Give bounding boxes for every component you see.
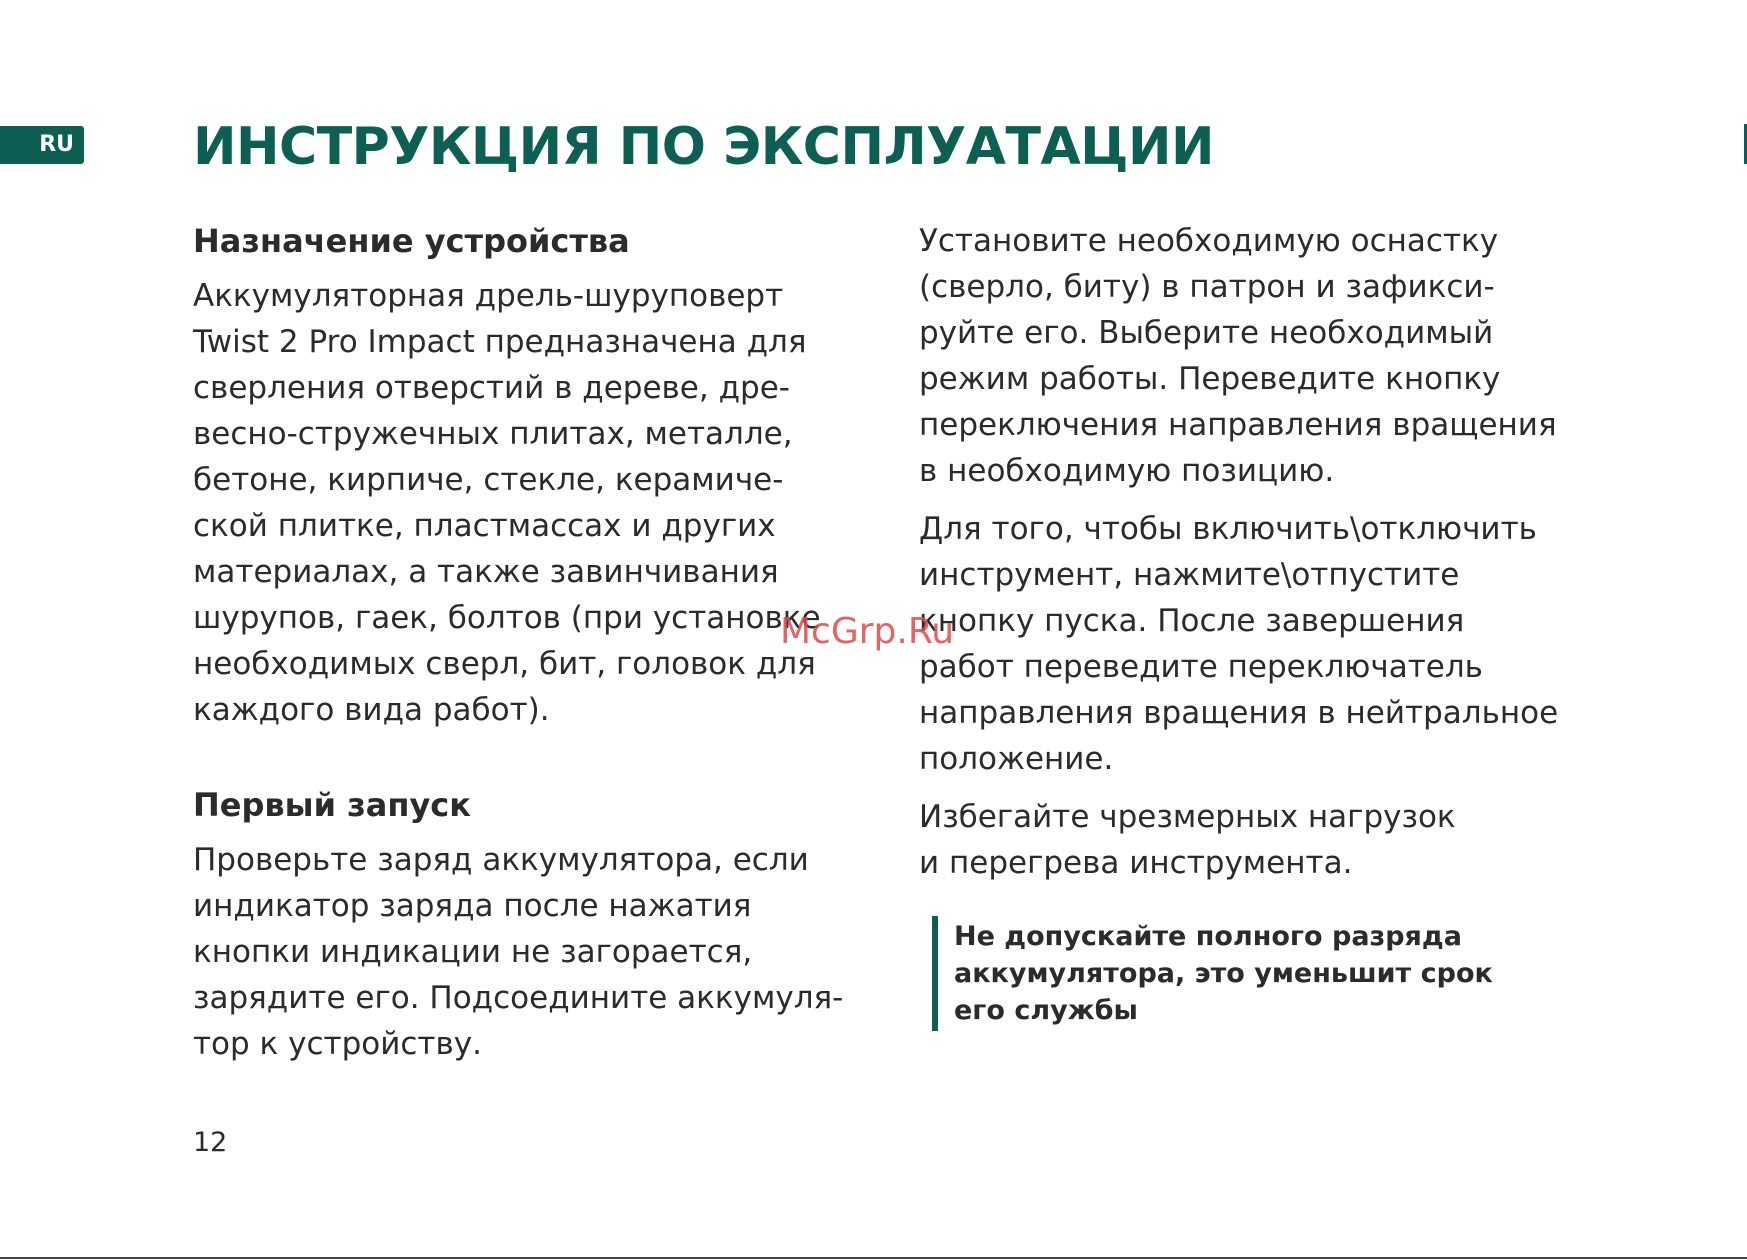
text-line: направления вращения в нейтральное xyxy=(919,695,1559,731)
text-line: положение. xyxy=(919,741,1114,777)
section-heading-first-start: Первый запуск xyxy=(193,786,471,824)
text-line: кнопку пуска. После завершения xyxy=(919,603,1465,639)
text-line: ской плитке, пластмассах и других xyxy=(193,508,776,544)
page-title: ИНСТРУКЦИЯ ПО ЭКСПЛУАТАЦИИ xyxy=(193,117,1214,177)
text-line: Для того, чтобы включить\отключить xyxy=(919,511,1537,547)
watermark: McGrp.Ru xyxy=(780,611,955,652)
text-line: необходимых сверл, бит, головок для xyxy=(193,646,816,682)
text-line: тор к устройству. xyxy=(193,1026,482,1062)
page-number: 12 xyxy=(193,1127,228,1158)
note-line: аккумулятора, это уменьшит срок xyxy=(954,958,1493,989)
text-line: Аккумуляторная дрель-шуруповерт xyxy=(193,278,784,314)
text-line: кнопки индикации не загорается, xyxy=(193,934,753,970)
text-line: материалах, а также завинчивания xyxy=(193,554,779,590)
text-line: весно-стружечных плитах, металле, xyxy=(193,416,793,452)
text-line: переключения направления вращения xyxy=(919,407,1557,443)
text-line: в необходимую позицию. xyxy=(919,453,1335,489)
text-line: зарядите его. Подсоедините аккумуля- xyxy=(193,980,844,1016)
language-tab: RU xyxy=(0,126,84,164)
text-line: каждого вида работ). xyxy=(193,692,550,728)
power-paragraph xyxy=(919,506,1619,782)
right-column xyxy=(919,218,1619,886)
text-line: Twist 2 Pro Impact предназначена для xyxy=(193,324,807,360)
note-line: Не допускайте полного разряда xyxy=(954,921,1462,952)
text-line: руйте его. Выберите необходимый xyxy=(919,315,1494,351)
text-line: (сверло, биту) в патрон и зафикси- xyxy=(919,269,1495,305)
text-line: сверления отверстий в дереве, дре- xyxy=(193,370,790,406)
first-start-paragraph xyxy=(193,837,893,1067)
text-line: Избегайте чрезмерных нагрузок xyxy=(919,799,1456,835)
text-line: работ переведите переключатель xyxy=(919,649,1483,685)
text-line: Установите необходимую оснастку xyxy=(919,223,1499,259)
section-heading-purpose: Назначение устройства xyxy=(193,222,630,260)
bottom-divider xyxy=(0,1257,1747,1259)
text-line: и перегрева инструмента. xyxy=(919,845,1353,881)
text-line: инструмент, нажмите\отпустите xyxy=(919,557,1460,593)
text-line: индикатор заряда после нажатия xyxy=(193,888,752,924)
setup-paragraph xyxy=(919,218,1619,494)
text-line: шурупов, гаек, болтов (при установке xyxy=(193,600,821,636)
text-line: Проверьте заряд аккумулятора, если xyxy=(193,842,809,878)
text-line: режим работы. Переведите кнопку xyxy=(919,361,1501,397)
warning-note xyxy=(932,916,1493,1031)
purpose-paragraph xyxy=(193,273,893,733)
note-line: его службы xyxy=(954,995,1138,1026)
text-line: бетоне, кирпиче, стекле, керамиче- xyxy=(193,462,784,498)
overload-paragraph xyxy=(919,794,1619,886)
